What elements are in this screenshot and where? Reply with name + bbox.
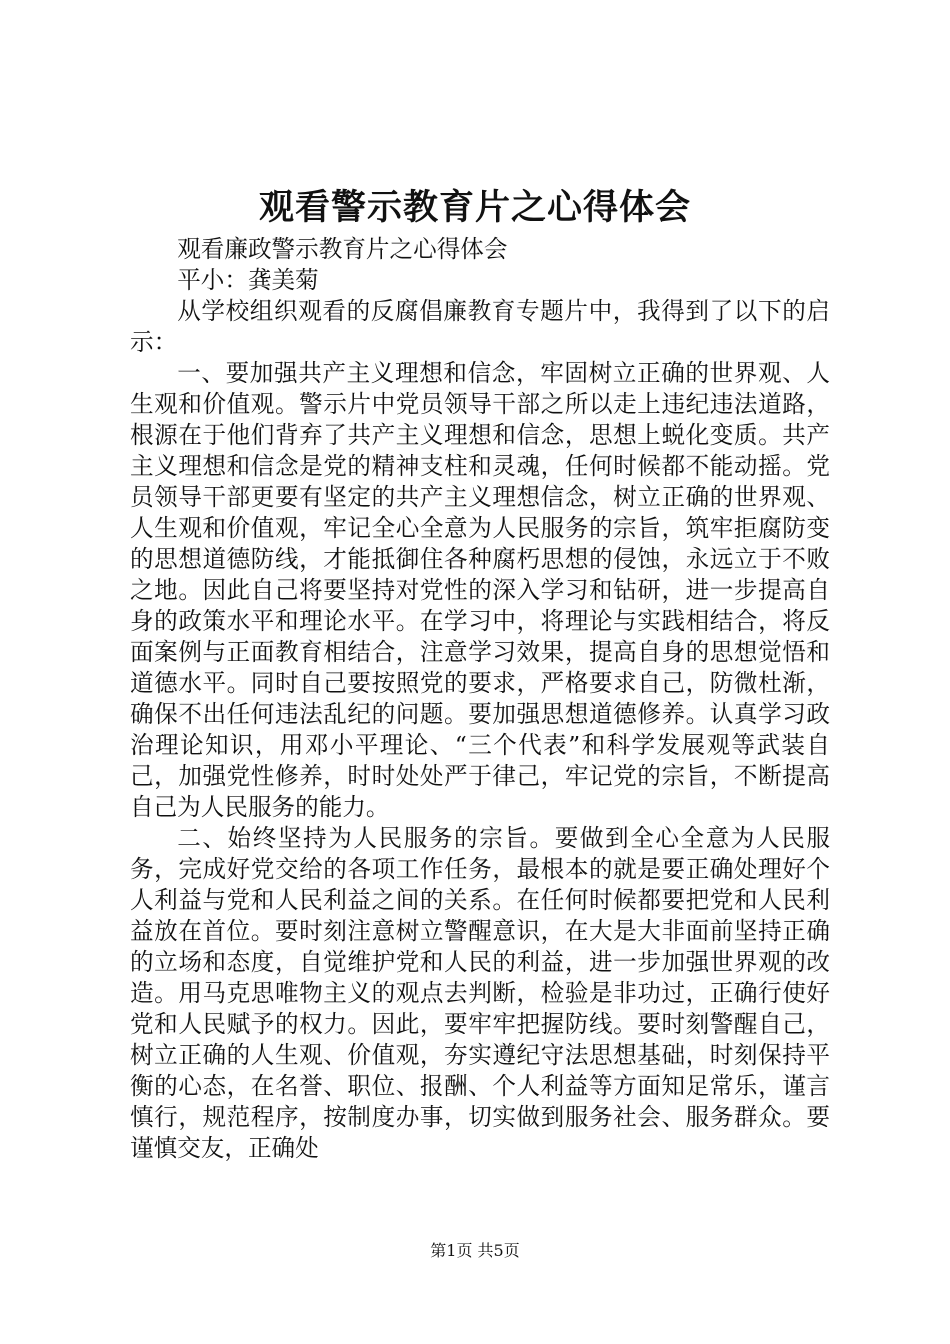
intro-paragraph: 从学校组织观看的反腐倡廉教育专题片中，我得到了以下的启示： [130,297,830,356]
author-paragraph: 平小：龚美菊 [177,266,319,294]
body-paragraph-1: 一、要加强共产主义理想和信念，牢固树立正确的世界观、人生观和价值观。警示片中党员领导干部之所以走上违纪违法道路，根源在于他们背弃了共产主义理想和信念，思想上蜕化变质。共产主义理想和信念是党的精神支柱和灵魂，任何时候都不能动摇。党员领导干部更要有坚定的共产主义理想信念，树立正确的世界观、人生观和价值观，牢记全心全意为人民服务的宗旨，筑牢拒腐防变的思想道德防线，才能抵御住各种腐朽思想的侵蚀，永远立于不败之地。因此自己将要坚持对党性的深入学习和钻研，进一步提高自身的政策水平和理论水平。在学习中，将理论与实践相结合，将反面案例与正面教育相结合，注意学习效果，提高自身的思想觉悟和道德水平。同时自己要按照党的要求，严格要求自己，防微杜渐，确保不出任何违法乱纪的问题。要加强思想道德修养。认真学习政治理论知识，用邓小平理论、“三个代表”和科学发展观等武装自己，加强党性修养，时时处处严于律己，牢记党的宗旨，不断提高自己为人民服务的能力。 [130,359,830,821]
document-body [130,234,830,1164]
document-title: 观看警示教育片之心得体会 [258,187,691,228]
subtitle-paragraph: 观看廉政警示教育片之心得体会 [177,235,508,263]
page-footer: 第1页 共5页 [430,1241,520,1260]
body-paragraph-2: 二、始终坚持为人民服务的宗旨。要做到全心全意为人民服务，完成好党交给的各项工作任务，最根本的就是要正确处理好个人利益与党和人民利益之间的关系。在任何时候都要把党和人民利益放在首位。要时刻注意树立警醒意识，在大是大非面前坚持正确的立场和态度，自觉维护党和人民的利益，进一步加强世界观的改造。用马克思唯物主义的观点去判断，检验是非功过，正确行使好党和人民赋予的权力。因此，要牢牢把握防线。要时刻警醒自己，树立正确的人生观、价值观，夯实遵纪守法思想基础，时刻保持平衡的心态，在名誉、职位、报酬、个人利益等方面知足常乐，谨言慎行，规范程序，按制度办事，切实做到服务社会、服务群众。要谨慎交友，正确处 [130,824,830,1162]
